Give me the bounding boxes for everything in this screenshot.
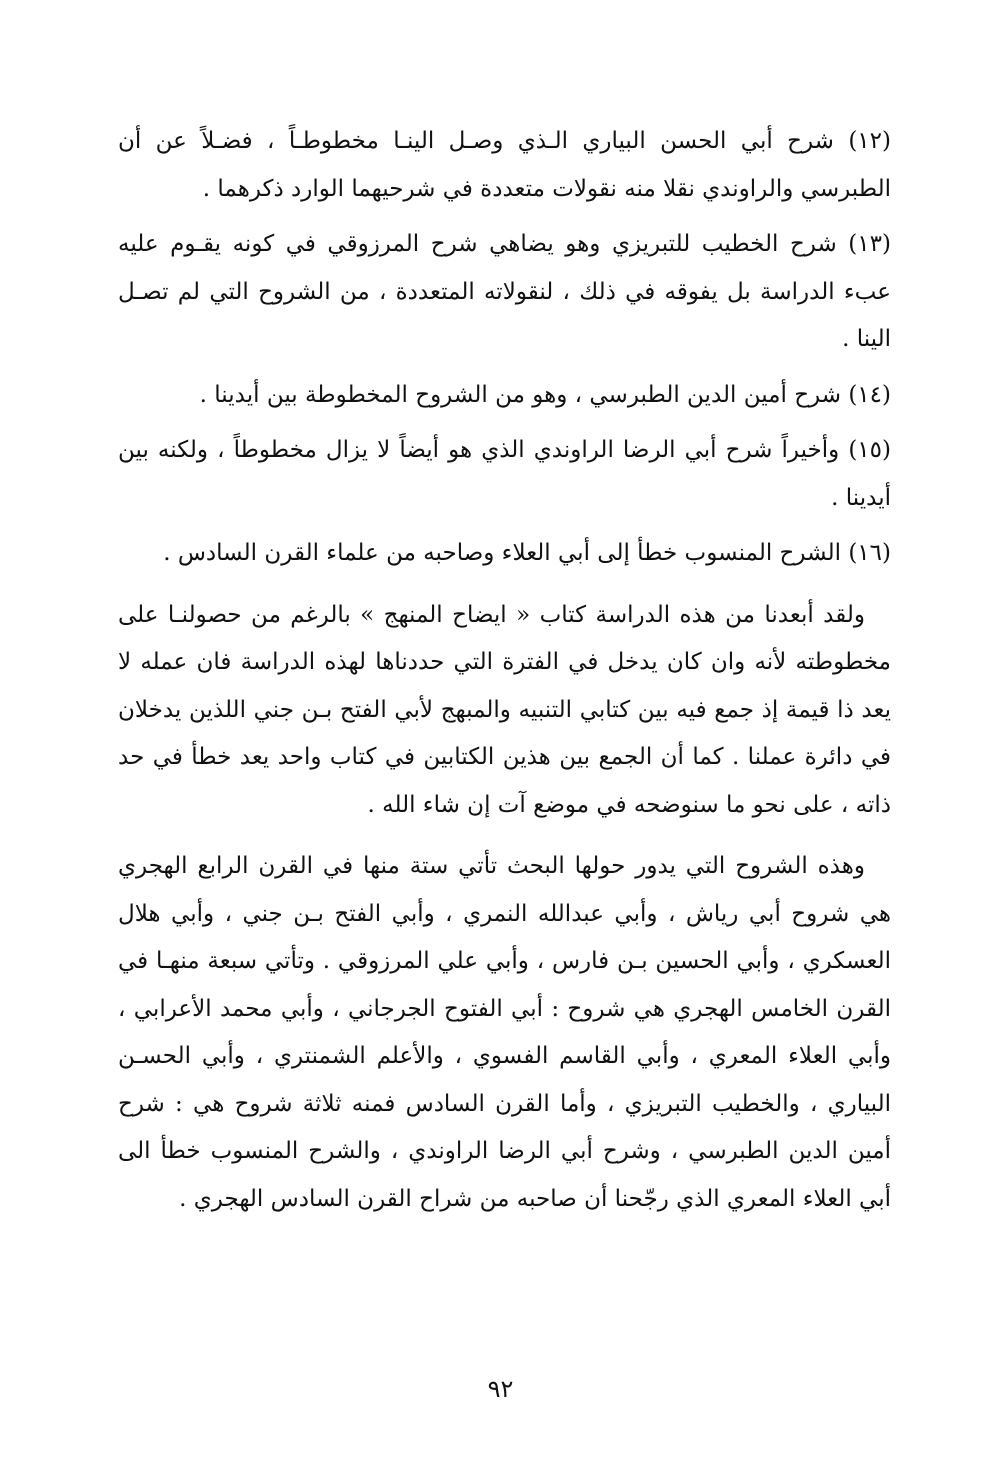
list-item-13: (١٣) شرح الخطيب للتبريزي وهو يضاهي شرح المرزوقي في كونه يقـوم عليه عبء الدراسة بل يفوقه في ذلك ، لنقولاته المتعددة ، من الشروح التي لم تصـل الينا . (118, 231, 891, 352)
list-item-12: (١٢) شرح أبي الحسن البياري الـذي وصـل الينـا مخطوطـاً ، فضـلاً عن أن الطبرسي والراوندي نقلا منه نقولات متعددة في شرحيهما الوارد ذكرهما . (118, 128, 891, 202)
list-item-14: (١٤) شرح أمين الدين الطبرسي ، وهو من الشروح المخطوطة بين أيدينا . (199, 381, 891, 408)
page-number: ٩٢ (487, 1375, 514, 1403)
list-item-16: (١٦) الشرح المنسوب خطأ إلى أبي العلاء وصاحبه من علماء القرن السادس . (163, 540, 891, 566)
body-paragraph: ولقد أبعدنا من هذه الدراسة كتاب « ايضاح المنهج » بالرغم من حصولنـا على مخطوطته لأنه وان كان يدخل في الفترة التي حددناها لهذه الدراسة فان عمله لا يعد ذا قيمة إذ جمع فيه بين كتابي التنبيه والمبهج لأبي الفتح بـن جني اللذين يدخلان في دائرة عملنا . كما أن الجمع بين هذين الكتابين في كتاب واحد يعد خطأ في حد ذاته ، على نحو ما سنوضحه في موضع آت إن شاء الله . (118, 601, 891, 818)
list-item-15: (١٥) وأخيراً شرح أبي الرضا الراوندي الذي هو أيضاً لا يزال مخطوطاً ، ولكنه بين أيدينا . (118, 437, 891, 511)
body-paragraph: وهذه الشروح التي يدور حولها البحث تأتي ستة منها في القرن الرابع الهجري هي شروح أبي رياش ، وأبي عبدالله النمري ، وأبي الفتح بـن جني ، وأبي هلال العسكري ، وأبي الحسين بـن فارس ، وأبي علي المرزوقي . وتأتي سبعة منهـا في القرن الخامس الهجري هي شروح : أبي الفتوح الجرجاني ، وأبي محمد الأعرابي ، وأبي العلاء المعري ، وأبي القاسم الفسوي ، والأعلم الشمنتري ، وأبي الحسـن البياري ، والخطيب التبريزي ، وأما القرن السادس فمنه ثلاثة شروح هي : شرح أمين الدين الطبرسي ، وشرح أبي الرضا الراوندي ، والشرح المنسوب خطأ الى أبي العلاء المعري الذي رجّحنا أن صاحبه من شراح القرن السادس الهجري . (118, 853, 891, 1212)
page-body (118, 118, 891, 1237)
